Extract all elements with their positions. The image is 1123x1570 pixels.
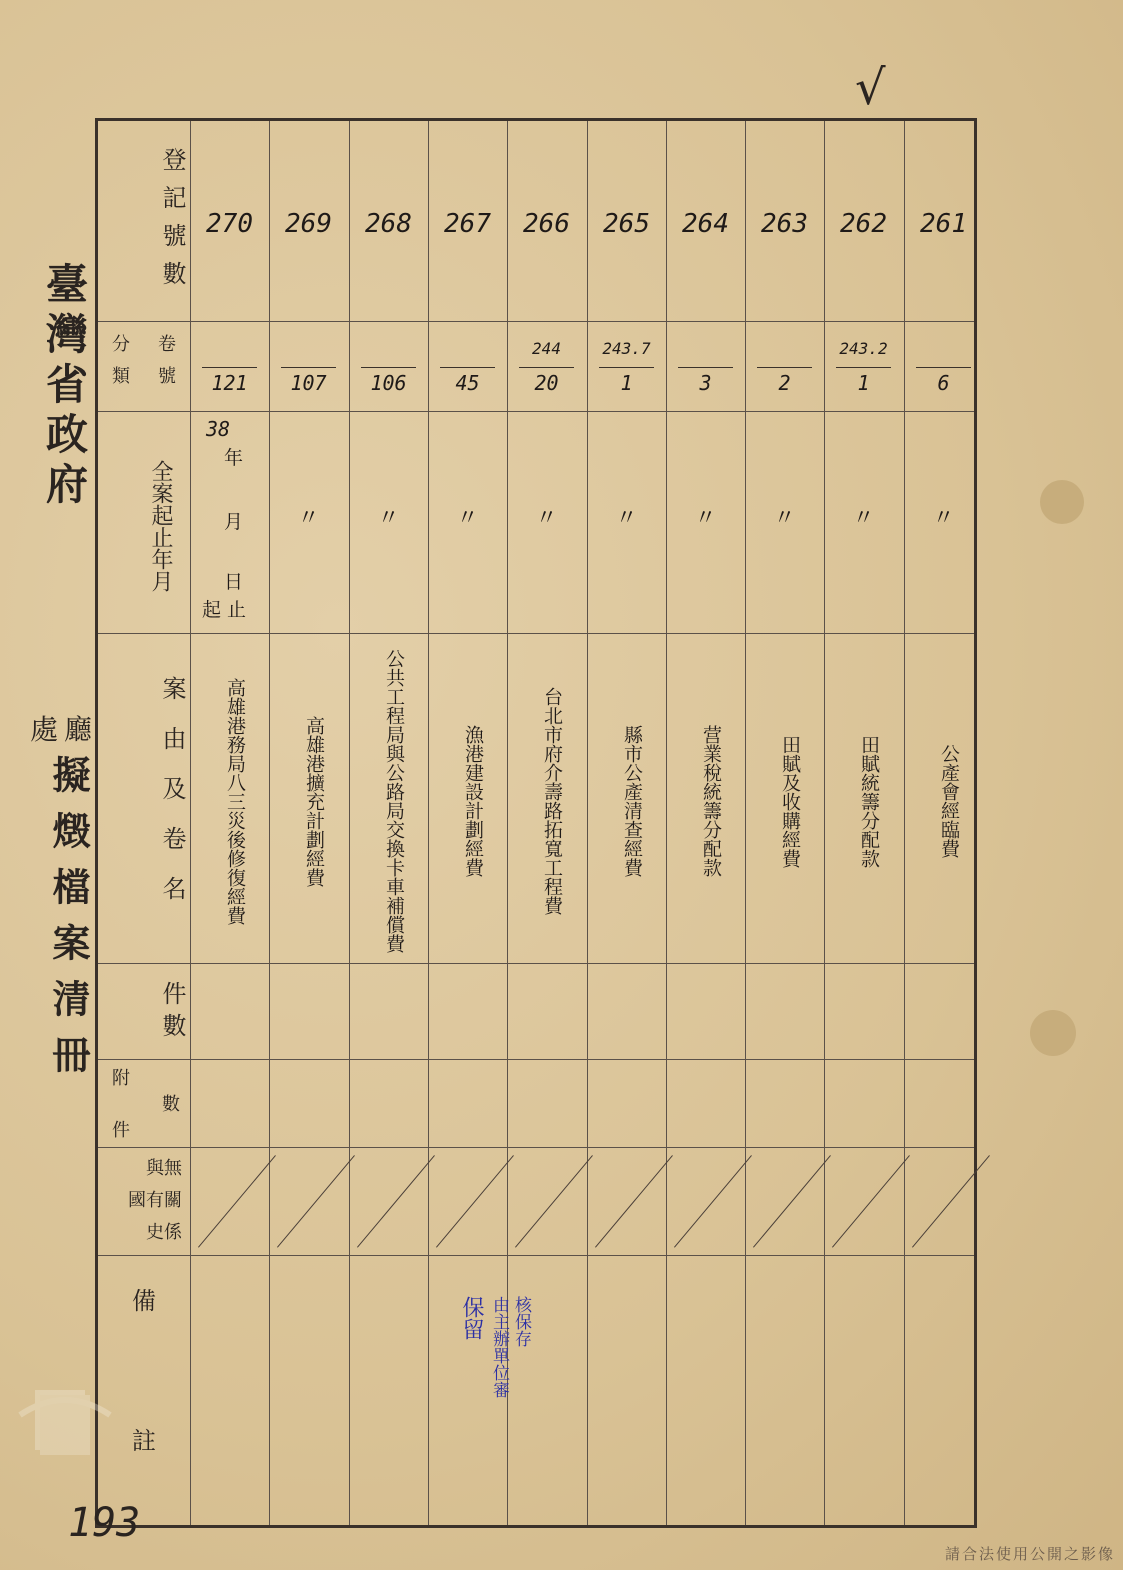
header-attachments-c: 數 <box>162 1094 180 1115</box>
history-strike <box>753 1155 831 1248</box>
header-volume-no: 號 <box>158 366 176 387</box>
category-fraction-line <box>281 367 336 368</box>
header-attachments-a: 附 <box>112 1068 130 1089</box>
category-top: 243.7 <box>602 339 651 358</box>
header-count: 件數 <box>158 981 186 1045</box>
department-label <box>30 712 95 748</box>
category-top: 243.2 <box>839 339 888 358</box>
subject-text: 漁港建設計劃經費 <box>462 725 484 877</box>
subject-text: 公產會經臨費 <box>938 744 960 858</box>
subject-text: 高雄港務局八三災後修復經費 <box>224 677 246 925</box>
header-registration-no: 登記號數 <box>158 147 186 299</box>
category-bottom: 45 <box>455 371 480 395</box>
archive-logo <box>15 1375 115 1465</box>
header-volume-label: 卷 <box>158 334 176 355</box>
period-ditto: 〃 <box>852 506 875 531</box>
period-year: 年 <box>224 447 244 469</box>
punch-hole <box>1030 1010 1076 1056</box>
period-ditto: 〃 <box>932 506 955 531</box>
header-category: 類 <box>112 366 130 387</box>
registration-number: 265 <box>603 209 650 239</box>
stamp-line1: 保留 <box>459 1296 484 1340</box>
subject-text: 田賦及收購經費 <box>779 734 801 868</box>
history-strike <box>198 1155 276 1248</box>
page-number: 193 <box>68 1500 141 1546</box>
subject-text: 公共工程局與公路局交換卡車補償費 <box>383 649 405 953</box>
category-bottom: 3 <box>699 371 712 395</box>
history-strike <box>357 1155 435 1248</box>
subject-text: 縣市公產清查經費 <box>621 725 643 877</box>
history-strike <box>912 1155 990 1248</box>
header-history <box>98 1153 190 1253</box>
registration-number: 267 <box>444 209 491 239</box>
header-history-b: 國有關 <box>128 1190 182 1211</box>
period-ditto: 〃 <box>297 506 320 531</box>
period-ditto: 〃 <box>535 506 558 531</box>
history-strike <box>674 1155 752 1248</box>
period-year-value: 38 <box>206 417 231 441</box>
check-mark: √ <box>855 60 886 116</box>
registration-number: 262 <box>840 209 887 239</box>
registration-number: 266 <box>523 209 570 239</box>
category-bottom: 106 <box>370 371 407 395</box>
header-attachments-b: 件 <box>112 1120 130 1141</box>
registration-number: 268 <box>365 209 412 239</box>
subject-text: 台北市府介壽路拓寬工程費 <box>541 687 563 915</box>
stamp-line3: 核保存 <box>511 1296 531 1347</box>
document-subtitle: 擬燬檔案清冊 <box>46 755 91 1091</box>
stamp-line2: 由主辦單位審 <box>489 1296 509 1398</box>
category-fraction-line <box>519 367 574 368</box>
category-fraction-line <box>599 367 654 368</box>
header-category-volume <box>98 329 190 405</box>
registration-number: 270 <box>206 209 253 239</box>
header-history-a: 與無 <box>146 1158 182 1179</box>
header-remarks-a: 備 <box>132 1287 156 1315</box>
history-strike <box>595 1155 673 1248</box>
category-bottom: 2 <box>778 371 791 395</box>
category-fraction-line <box>202 367 257 368</box>
period-ditto: 〃 <box>377 506 400 531</box>
header-subject: 案由及卷名 <box>158 676 186 926</box>
punch-hole <box>1040 480 1084 524</box>
period-ditto: 〃 <box>615 506 638 531</box>
category-bottom: 121 <box>211 371 248 395</box>
registration-number: 269 <box>285 209 332 239</box>
department-label-1: 廳 <box>64 713 95 746</box>
category-fraction-line <box>916 367 971 368</box>
category-bottom: 20 <box>534 371 559 395</box>
category-fraction-line <box>757 367 812 368</box>
history-strike <box>832 1155 910 1248</box>
period-day: 日 <box>224 571 244 593</box>
archive-register-table <box>95 118 977 1528</box>
subject-text: 田賦統籌分配款 <box>858 734 880 868</box>
period-month: 月 <box>224 511 244 533</box>
watermark: 請合法使用公開之影像 <box>944 1545 1115 1563</box>
history-strike <box>277 1155 355 1248</box>
category-bottom: 1 <box>857 371 870 395</box>
subject-text: 营業稅統籌分配款 <box>700 725 722 877</box>
header-attachments <box>98 1066 190 1144</box>
history-strike <box>515 1155 593 1248</box>
department-label-2: 處 <box>30 713 61 746</box>
subject-text: 高雄港擴充計劃經費 <box>303 715 325 887</box>
registration-number: 263 <box>761 209 808 239</box>
retention-stamp <box>458 1296 531 1416</box>
history-strike <box>436 1155 514 1248</box>
header-category-label: 分 <box>112 334 130 355</box>
period-ditto: 〃 <box>456 506 479 531</box>
category-bottom: 107 <box>290 371 327 395</box>
period-ditto: 〃 <box>773 506 796 531</box>
period-ditto: 〃 <box>694 506 717 531</box>
registration-number: 261 <box>920 209 967 239</box>
header-remarks-b: 註 <box>132 1427 156 1455</box>
category-fraction-line <box>836 367 891 368</box>
header-history-c: 史係 <box>146 1222 182 1243</box>
category-top: 244 <box>532 339 561 358</box>
header-period: 全案起止年月 <box>148 460 173 592</box>
document-title: 臺灣省政府 <box>40 262 89 512</box>
period-start-end: 起 止 <box>202 599 247 621</box>
registration-number: 264 <box>682 209 729 239</box>
category-fraction-line <box>678 367 733 368</box>
category-fraction-line <box>361 367 416 368</box>
category-fraction-line <box>440 367 495 368</box>
category-bottom: 6 <box>937 371 950 395</box>
category-bottom: 1 <box>620 371 633 395</box>
